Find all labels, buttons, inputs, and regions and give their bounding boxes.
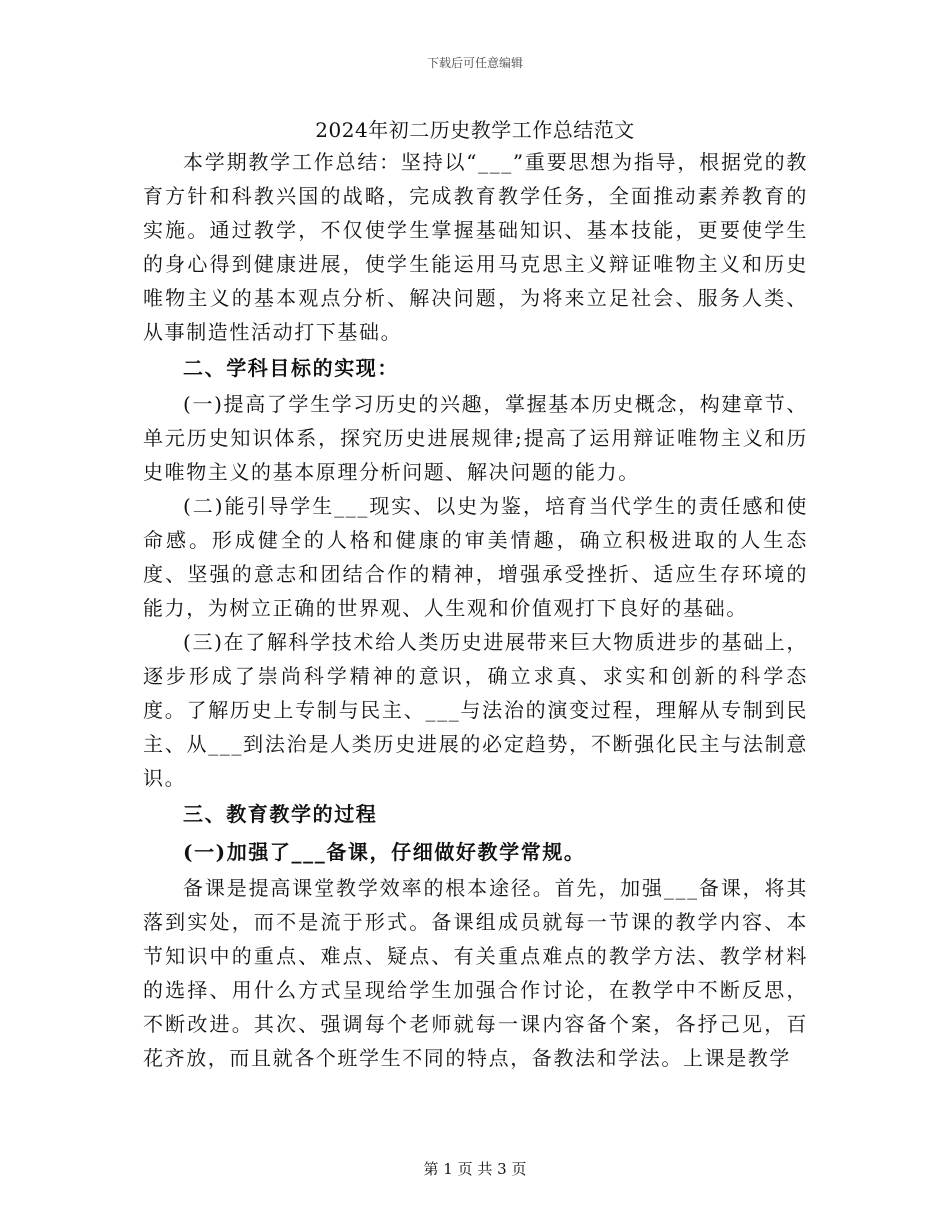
- document-body: [143, 145, 808, 1075]
- paragraph-goal-3: (三)在了解科学技术给人类历史进展带来巨大物质进步的基础上，逐步形成了崇尚科学精神的意识，确立求真、求实和创新的科学态度。了解历史上专制与民主、___与法治的演变过程，理解从专制到民主、从___到法治是人类历史进展的必定趋势，不断强化民主与法制意识。: [143, 630, 808, 790]
- page-number: 第 1 页 共 3 页: [423, 1160, 527, 1178]
- paragraph-lesson-prep: 备课是提高课堂教学效率的根本途径。首先，加强___备课，将其落到实处，而不是流于形式。备课组成员就每一节课的教学内容、本节知识中的重点、难点、疑点、有关重点难点的教学方法、教学材料的选择、用什么方式呈现给学生加强合作讨论，在教学中不断反思，不断改进。其次、强调每个老师就每一课内容备个案，各抒己见，百花齐放，而且就各个班学生不同的特点，备教法和学法。上课是教学: [143, 876, 808, 1070]
- paragraph-goal-1: (一)提高了学生学习历史的兴趣，掌握基本历史概念，构建章节、单元历史知识体系，探究历史进展规律;提高了运用辩证唯物主义和历史唯物主义的基本原理分析问题、解决问题的能力。: [143, 392, 808, 484]
- section-heading-2: 二、学科目标的实现：: [183, 356, 399, 380]
- section-heading-3: 三、教育教学的过程: [183, 802, 378, 826]
- paragraph-intro: 本学期教学工作总结：坚持以“___”重要思想为指导，根据党的教育方针和科教兴国的战略，完成教育教学任务，全面推动素养教育的实施。通过教学，不仅使学生掌握基础知识、基本技能，更要使学生的身心得到健康进展，使学生能运用马克思主义辩证唯物主义和历史唯物主义的基本观点分析、解决问题，为将来立足社会、服务人类、从事制造性活动打下基础。: [143, 150, 808, 344]
- document-title: 2024年初二历史教学工作总结范文: [315, 118, 635, 142]
- subsection-heading-1: (一)加强了___备课，仔细做好教学常规。: [183, 840, 586, 864]
- header-note: 下载后可任意编辑: [426, 56, 523, 70]
- paragraph-goal-2: (二)能引导学生___现实、以史为鉴，培育当代学生的责任感和使命感。形成健全的人格和健康的审美情趣，确立积极进取的人生态度、坚强的意志和团结合作的精神，增强承受挫折、适应生存环境的能力，为树立正确的世界观、人生观和价值观打下良好的基础。: [143, 494, 808, 620]
